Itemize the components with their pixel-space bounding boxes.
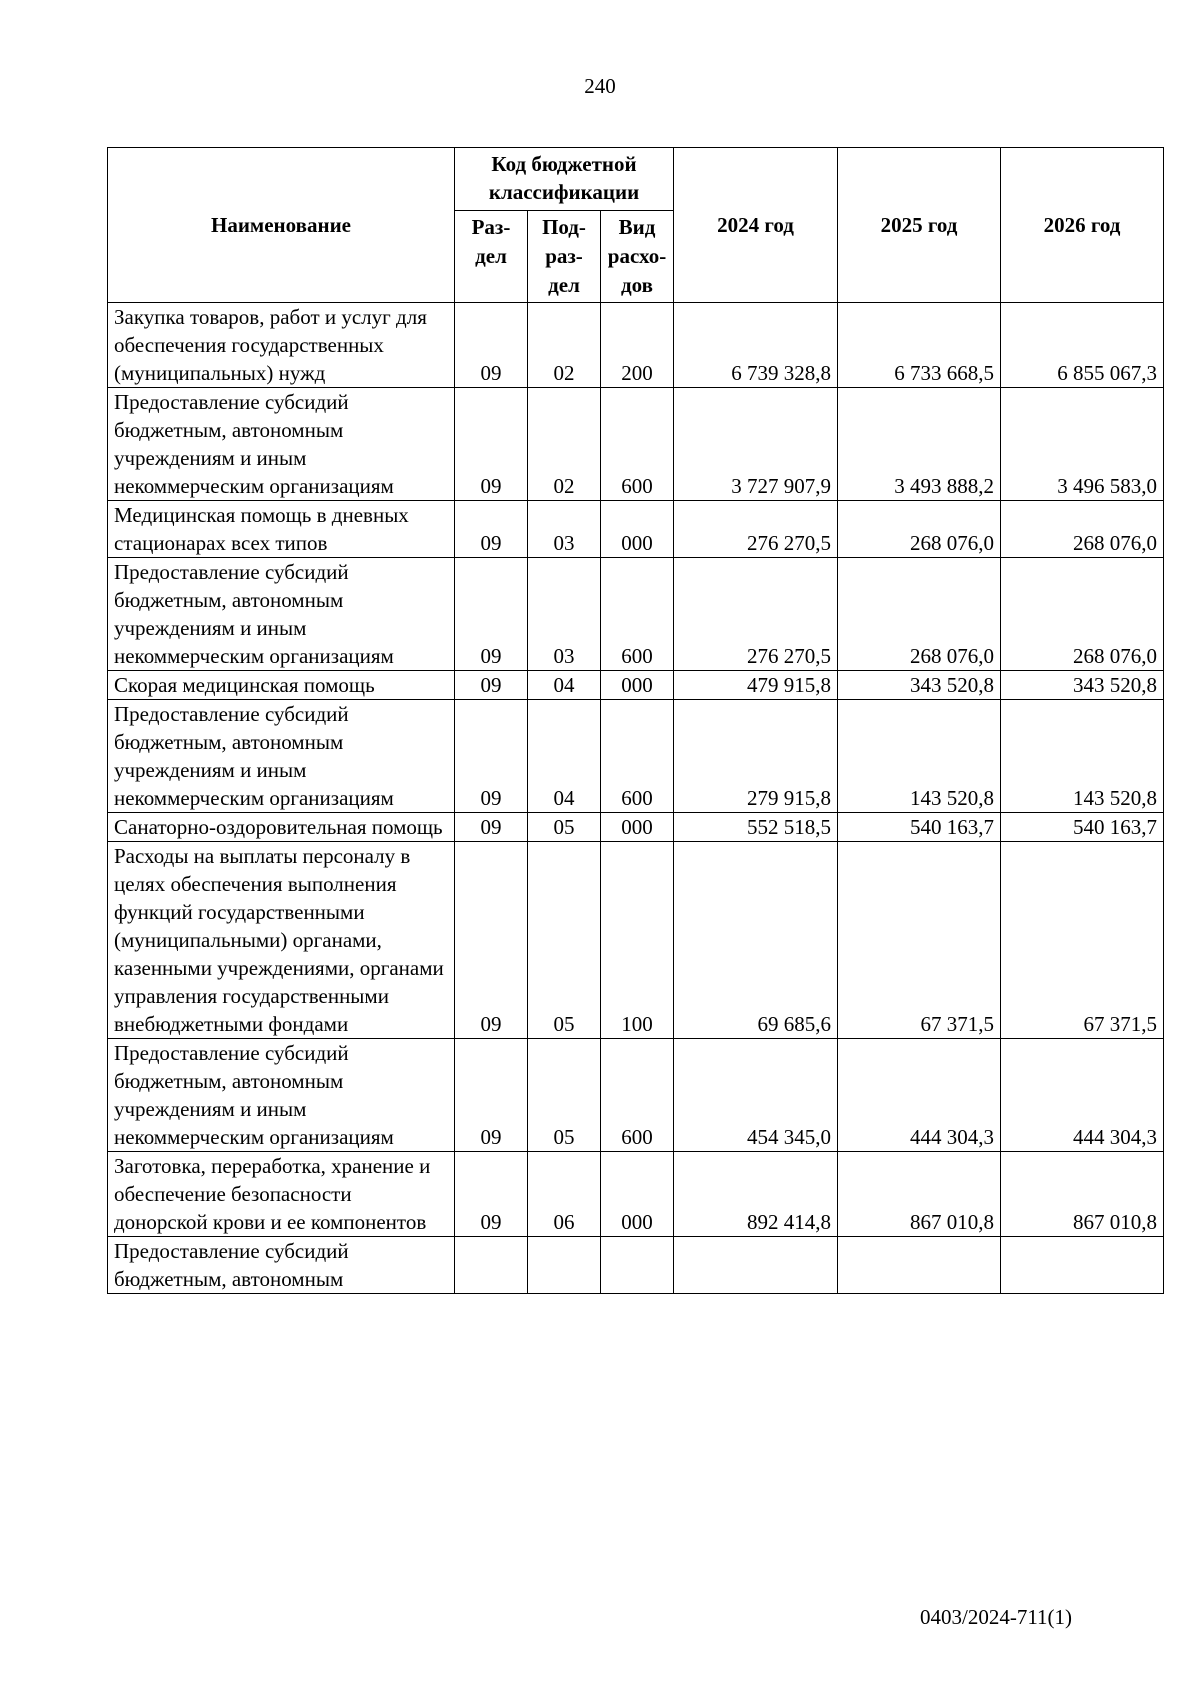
table-row (108, 842, 1164, 1039)
row-name: Заготовка, переработка, хранение и обеспечение безопасности донорской крови и ее компонентов (108, 1152, 455, 1237)
row-name: Предоставление субсидий бюджетным, автономным учреждениям и иным некоммерческим организациям (108, 700, 455, 813)
row-vid: 600 (601, 558, 674, 671)
row-2025: 268 076,0 (838, 501, 1001, 558)
row-2026: 343 520,8 (1001, 671, 1164, 700)
row-podrazdel: 02 (528, 303, 601, 388)
row-name: Закупка товаров, работ и услуг для обеспечения государственных (муниципальных) нужд (108, 303, 455, 388)
row-2024: 3 727 907,9 (674, 388, 838, 501)
row-razdel: 09 (455, 388, 528, 501)
row-2026: 444 304,3 (1001, 1039, 1164, 1152)
row-2026: 268 076,0 (1001, 501, 1164, 558)
row-2024: 279 915,8 (674, 700, 838, 813)
row-podrazdel: 06 (528, 1152, 601, 1237)
header-code-group: Код бюджетной классификации (455, 148, 674, 211)
table-row (108, 1237, 1164, 1294)
row-2026 (1001, 1237, 1164, 1294)
row-vid: 100 (601, 842, 674, 1039)
row-2024: 276 270,5 (674, 558, 838, 671)
row-2024: 552 518,5 (674, 813, 838, 842)
row-razdel: 09 (455, 303, 528, 388)
page-number: 240 (584, 74, 616, 98)
row-podrazdel: 04 (528, 700, 601, 813)
row-2024: 454 345,0 (674, 1039, 838, 1152)
row-name: Предоставление субсидий бюджетным, автономным учреждениям и иным некоммерческим организациям (108, 1039, 455, 1152)
row-2024: 6 739 328,8 (674, 303, 838, 388)
row-razdel: 09 (455, 501, 528, 558)
row-vid: 200 (601, 303, 674, 388)
row-razdel: 09 (455, 1039, 528, 1152)
row-razdel: 09 (455, 842, 528, 1039)
row-name: Предоставление субсидий бюджетным, автономным учреждениям и иным некоммерческим организациям (108, 558, 455, 671)
table-row (108, 671, 1164, 700)
table-row (108, 388, 1164, 501)
table-row (108, 1152, 1164, 1237)
row-vid: 000 (601, 671, 674, 700)
row-2024: 479 915,8 (674, 671, 838, 700)
row-podrazdel: 05 (528, 813, 601, 842)
row-name: Скорая медицинская помощь (108, 671, 455, 700)
row-podrazdel: 03 (528, 558, 601, 671)
header-razdel: Раз-дел (455, 211, 528, 303)
row-2024 (674, 1237, 838, 1294)
row-name: Медицинская помощь в дневных стационарах всех типов (108, 501, 455, 558)
row-razdel: 09 (455, 671, 528, 700)
row-2026: 867 010,8 (1001, 1152, 1164, 1237)
row-podrazdel: 05 (528, 1039, 601, 1152)
row-vid: 600 (601, 700, 674, 813)
row-razdel: 09 (455, 558, 528, 671)
row-vid: 600 (601, 388, 674, 501)
row-2026: 143 520,8 (1001, 700, 1164, 813)
row-podrazdel: 04 (528, 671, 601, 700)
table-row (108, 501, 1164, 558)
row-name: Предоставление субсидий бюджетным, автономным (108, 1237, 455, 1294)
table-row (108, 303, 1164, 388)
row-name: Расходы на выплаты персоналу в целях обеспечения выполнения функций государственными (муниципальными) органами, казенными учреждениями, органами управления государственными внебюджетными фондами (108, 842, 455, 1039)
row-2026: 3 496 583,0 (1001, 388, 1164, 501)
row-podrazdel: 05 (528, 842, 601, 1039)
row-name: Предоставление субсидий бюджетным, автономным учреждениям и иным некоммерческим организациям (108, 388, 455, 501)
row-vid (601, 1237, 674, 1294)
table-header-row (108, 148, 1164, 211)
header-2026: 2026 год (1001, 148, 1164, 303)
row-podrazdel (528, 1237, 601, 1294)
row-2025: 540 163,7 (838, 813, 1001, 842)
row-2025: 143 520,8 (838, 700, 1001, 813)
header-name: Наименование (108, 148, 455, 303)
row-2026: 540 163,7 (1001, 813, 1164, 842)
row-2024: 276 270,5 (674, 501, 838, 558)
header-vid: Вид расхо-дов (601, 211, 674, 303)
row-razdel (455, 1237, 528, 1294)
table-row (108, 813, 1164, 842)
table-row (108, 558, 1164, 671)
row-podrazdel: 03 (528, 501, 601, 558)
document-code: 0403/2024-711(1) (920, 1605, 1073, 1629)
row-2025: 343 520,8 (838, 671, 1001, 700)
row-podrazdel: 02 (528, 388, 601, 501)
row-vid: 600 (601, 1039, 674, 1152)
row-name: Санаторно-оздоровительная помощь (108, 813, 455, 842)
header-2025: 2025 год (838, 148, 1001, 303)
row-vid: 000 (601, 501, 674, 558)
row-2026: 6 855 067,3 (1001, 303, 1164, 388)
row-2025: 67 371,5 (838, 842, 1001, 1039)
budget-table (107, 147, 1164, 1294)
row-2025 (838, 1237, 1001, 1294)
row-2024: 69 685,6 (674, 842, 838, 1039)
row-2025: 444 304,3 (838, 1039, 1001, 1152)
row-razdel: 09 (455, 813, 528, 842)
row-2025: 268 076,0 (838, 558, 1001, 671)
header-2024: 2024 год (674, 148, 838, 303)
row-vid: 000 (601, 1152, 674, 1237)
row-2025: 6 733 668,5 (838, 303, 1001, 388)
row-2024: 892 414,8 (674, 1152, 838, 1237)
row-2026: 67 371,5 (1001, 842, 1164, 1039)
table-row (108, 1039, 1164, 1152)
header-podrazdel: Под-раз-дел (528, 211, 601, 303)
table-row (108, 700, 1164, 813)
row-2025: 3 493 888,2 (838, 388, 1001, 501)
row-razdel: 09 (455, 700, 528, 813)
row-2026: 268 076,0 (1001, 558, 1164, 671)
row-2025: 867 010,8 (838, 1152, 1001, 1237)
row-razdel: 09 (455, 1152, 528, 1237)
row-vid: 000 (601, 813, 674, 842)
